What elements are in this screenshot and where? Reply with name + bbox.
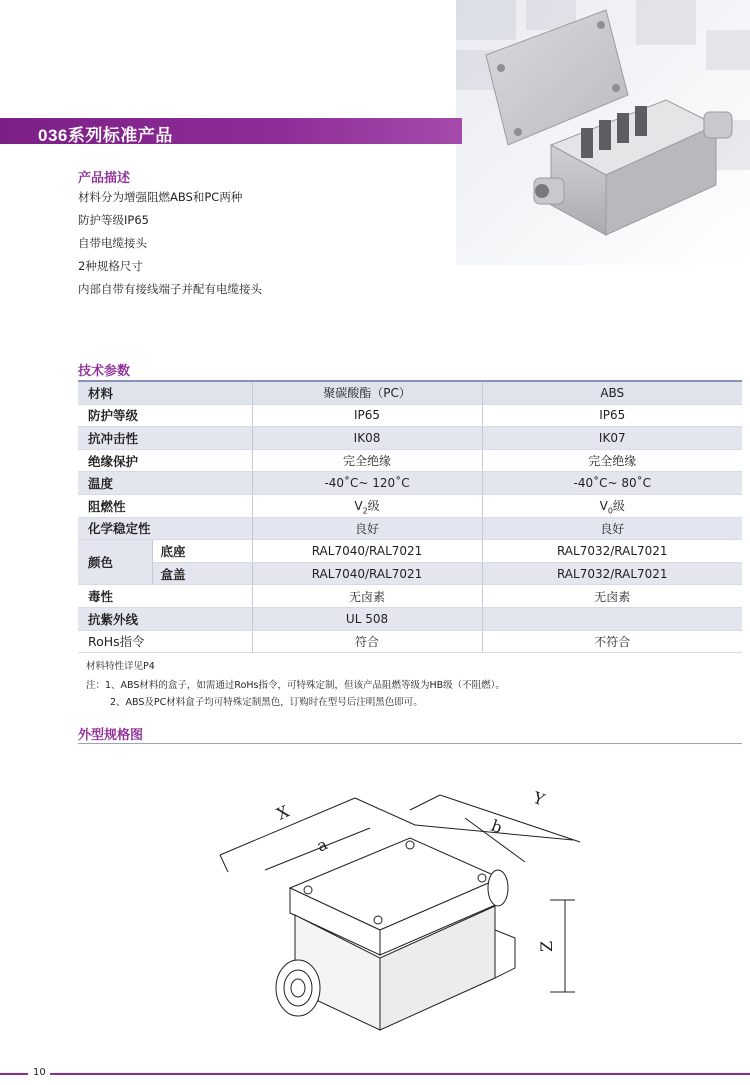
product-photo	[456, 0, 750, 265]
cell-pc: 完全绝缘	[252, 449, 482, 472]
cell-abs: RAL7032/RAL7021	[482, 540, 742, 563]
table-row	[78, 630, 742, 653]
header-pc: 聚碳酸酯（PC）	[252, 381, 482, 404]
cell-pc: -40˚C~ 120˚C	[252, 472, 482, 495]
header-label: 材料	[78, 381, 252, 404]
row-sublabel: 底座	[152, 540, 252, 563]
page-number: 10	[33, 1067, 46, 1078]
row-label: 颜色	[78, 540, 152, 585]
table-row	[78, 494, 742, 517]
cell-pc: 无卤素	[252, 585, 482, 608]
cell-pc: RAL7040/RAL7021	[252, 562, 482, 585]
drawing-heading: 外型规格图	[78, 728, 144, 743]
tech-heading: 技术参数	[78, 364, 131, 379]
cell-abs: 无卤素	[482, 585, 742, 608]
dimension-b-label: b	[488, 815, 505, 838]
description-line: 内部自带有接线端子并配有电缆接头	[78, 282, 262, 296]
flame-rating: V	[354, 498, 363, 513]
page-title: 036系列标准产品	[38, 126, 173, 145]
table-row	[78, 585, 742, 608]
cell-abs: 良好	[482, 517, 742, 540]
table-row	[78, 607, 742, 630]
row-label: 抗冲击性	[78, 427, 252, 450]
table-row	[78, 562, 742, 585]
cell-pc: UL 508	[252, 607, 482, 630]
cell-abs: RAL7032/RAL7021	[482, 562, 742, 585]
row-label: 抗紫外线	[78, 607, 252, 630]
cell-abs: -40˚C~ 80˚C	[482, 472, 742, 495]
cell-abs	[482, 494, 742, 517]
cell-pc: RAL7040/RAL7021	[252, 540, 482, 563]
description-heading: 产品描述	[78, 171, 131, 186]
cell-abs: 完全绝缘	[482, 449, 742, 472]
cell-abs: IP65	[482, 404, 742, 427]
table-header-row	[78, 381, 742, 404]
title-bar	[0, 118, 462, 144]
cell-pc	[252, 494, 482, 517]
table-row	[78, 517, 742, 540]
cell-abs: 不符合	[482, 630, 742, 653]
dimension-x-label: X	[273, 801, 293, 824]
cell-pc: IP65	[252, 404, 482, 427]
dimension-a-label: a	[313, 834, 331, 856]
dimension-drawing	[210, 780, 590, 1050]
note-1: 注：1、ABS材料的盒子，如需通过RoHs指令，可特殊定制，但该产品阻燃等级为HB级（不阻燃）。	[86, 680, 505, 691]
row-label: 温度	[78, 472, 252, 495]
flame-rating-sub: 2	[362, 505, 368, 515]
table-row	[78, 540, 742, 563]
row-label: 阻燃性	[78, 494, 252, 517]
cell-pc: 符合	[252, 630, 482, 653]
dimension-z-label: Z	[537, 940, 556, 952]
row-label: 绝缘保护	[78, 449, 252, 472]
footer-rule-right	[50, 1073, 750, 1075]
flame-rating-unit: 级	[612, 498, 625, 513]
flame-rating-sub: 0	[607, 505, 613, 515]
spec-table	[78, 380, 742, 653]
description-line: 2种规格尺寸	[78, 259, 143, 273]
header-abs: ABS	[482, 381, 742, 404]
note-2: 2、ABS及PC材料盒子均可特殊定制黑色，订购时在型号后注明黑色即可。	[110, 697, 423, 708]
footer-rule-left	[0, 1073, 28, 1075]
cell-pc: 良好	[252, 517, 482, 540]
table-row	[78, 472, 742, 495]
description-line: 防护等级IP65	[78, 213, 149, 227]
row-label: 化学稳定性	[78, 517, 252, 540]
table-row	[78, 449, 742, 472]
cell-abs: IK07	[482, 427, 742, 450]
dimension-y-label: Y	[530, 787, 548, 810]
row-label: 毒性	[78, 585, 252, 608]
table-row	[78, 427, 742, 450]
table-row	[78, 404, 742, 427]
flame-rating-unit: 级	[367, 498, 380, 513]
description-line: 材料分为增强阻燃ABS和PC两种	[78, 190, 243, 204]
row-label: 防护等级	[78, 404, 252, 427]
flame-rating: V	[599, 498, 608, 513]
row-sublabel: 盒盖	[152, 562, 252, 585]
section-divider	[78, 743, 742, 744]
row-label: RoHs指令	[78, 630, 252, 653]
material-reference-note: 材料特性详见P4	[86, 661, 155, 672]
cell-abs	[482, 607, 742, 630]
description-line: 自带电缆接头	[78, 236, 147, 250]
cell-pc: IK08	[252, 427, 482, 450]
